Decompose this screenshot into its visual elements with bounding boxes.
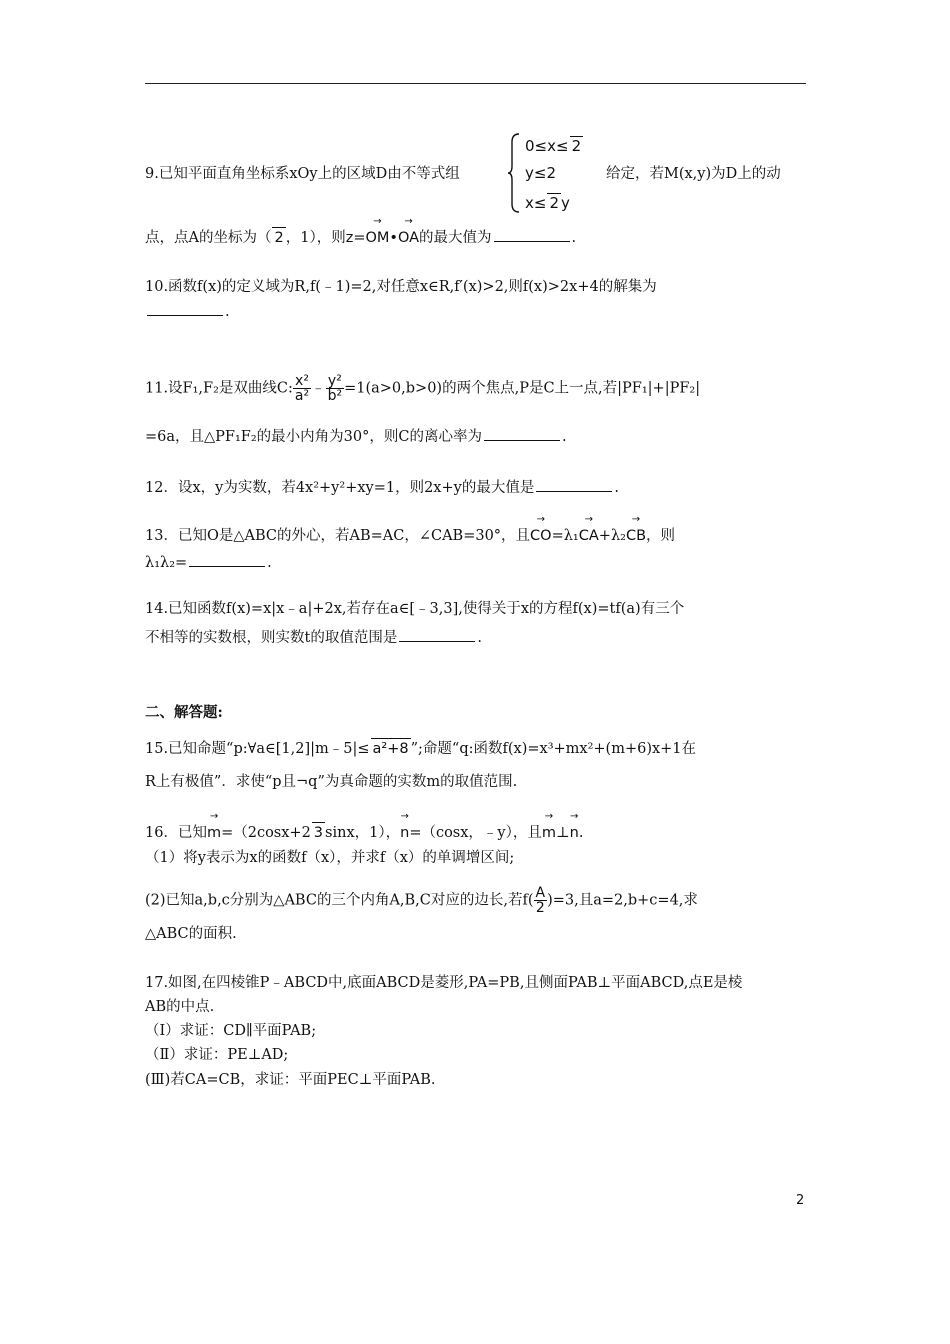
- problem-16-line-3: (2)已知a,b,c分别为△ABC的三个内角A,B,C对应的边长,若f( $\frac{A}{2}$ )=3,且a=2,b+c=4,求: [145, 885, 698, 916]
- answer-blank-11: [484, 426, 560, 441]
- fraction-y2-b2: $\frac{\text{y²}}{\text{b²}}$: [327, 373, 343, 404]
- fraction-x2-a2: $\frac{\text{x²}}{\text{a²}}$: [294, 373, 310, 404]
- inequality-row-3: x≤ 2 y: [525, 194, 570, 212]
- problem-13-line-1: 13．已知O是△ABC的外心，若AB=AC，∠CAB=30°，且→ CO=λ₁→ CA+λ₂→ CB，则: [145, 526, 675, 546]
- problem-9-line-1a: 9.已知平面直角坐标系xOy上的区域D由不等式组: [145, 166, 460, 182]
- problem-17-line-1: 17.如图,在四棱锥P﹣ABCD中,底面ABCD是菱形,PA=PB,且侧面PAB⊥平面ABCD,点E是棱: [145, 975, 743, 991]
- header-rule: [145, 83, 806, 84]
- inequality-row-2: y≤2: [525, 164, 556, 182]
- problem-10-line-1: 10.函数f(x)的定义域为R,f(﹣1)=2,对任意x∈R,f′(x)>2,则f(x)>2x+4的解集为: [145, 279, 657, 295]
- page-number: 2: [796, 1193, 805, 1208]
- problem-11-line-2: =6a，且△PF₁F₂的最小内角为30°，则C的离心率为 .: [145, 426, 567, 447]
- problem-14-line-1: 14.已知函数f(x)=x|x﹣a|+2x,若存在a∈[﹣3,3],使得关于x的方程f(x)=tf(a)有三个: [145, 601, 685, 617]
- problem-15-line-2: R上有极值”．求使“p且¬q”为真命题的实数m的取值范围.: [145, 774, 518, 790]
- section-heading: 二、解答题:: [145, 704, 223, 721]
- answer-blank-9: [494, 227, 570, 242]
- answer-blank-12: [536, 477, 612, 492]
- problem-17-line-4: （Ⅱ）求证：PE⊥AD;: [145, 1047, 289, 1063]
- problem-16-line-1: 16．已知→ m=（2cosx+2 3 sinx，1），→ n=（cosx，﹣y），且→ m⊥→ n.: [145, 822, 583, 843]
- problem-17-line-3: （Ⅰ）求证：CD∥平面PAB;: [145, 1023, 317, 1039]
- problem-16-line-4: △ABC的面积.: [145, 926, 237, 942]
- inequality-row-1: 0≤x≤ 2: [525, 137, 582, 155]
- problem-17-line-5: (Ⅲ)若CA=CB，求证：平面PEC⊥平面PAB.: [145, 1072, 436, 1088]
- system-brace: [507, 132, 521, 214]
- problem-9-line-1b: 给定，若M(x,y)为D上的动: [606, 166, 781, 182]
- answer-blank-14: [399, 627, 475, 642]
- problem-16-line-2: （1）将y表示为x的函数f（x），并求f（x）的单调增区间;: [145, 850, 515, 866]
- problem-17-line-2: AB的中点.: [145, 999, 215, 1015]
- problem-11-line-1: 11.设F₁,F₂是双曲线C: $\frac{\text{x²}}{\text{a²}}$ ﹣ $\frac{\text{y²}}{\text{b²}}$ =1(a>0,b>0)的两个焦点,P是C上一点,若|PF₁|+|PF₂|: [145, 373, 701, 404]
- problem-10-line-2: .: [145, 301, 230, 322]
- answer-blank-10: [147, 301, 223, 316]
- fraction-a-over-2: $\frac{A}{2}$: [535, 885, 546, 916]
- answer-blank-13: [189, 552, 265, 567]
- problem-13-line-2: λ₁λ₂= .: [145, 552, 272, 573]
- problem-14-line-2: 不相等的实数根，则实数t的取值范围是 .: [145, 627, 482, 648]
- problem-15-line-1: 15.已知命题“p:∀a∈[1,2]|m﹣5|≤ a²+8 ”;命题“q:函数f(x)=x³+mx²+(m+6)x+1在: [145, 738, 696, 759]
- problem-12-line-1: 12．设x，y为实数，若4x²+y²+xy=1，则2x+y的最大值是 .: [145, 477, 619, 498]
- problem-9-line-2: 点，点A的坐标为（ 2 ，1），则z=→ OM•→ OA的最大值为 .: [145, 227, 576, 248]
